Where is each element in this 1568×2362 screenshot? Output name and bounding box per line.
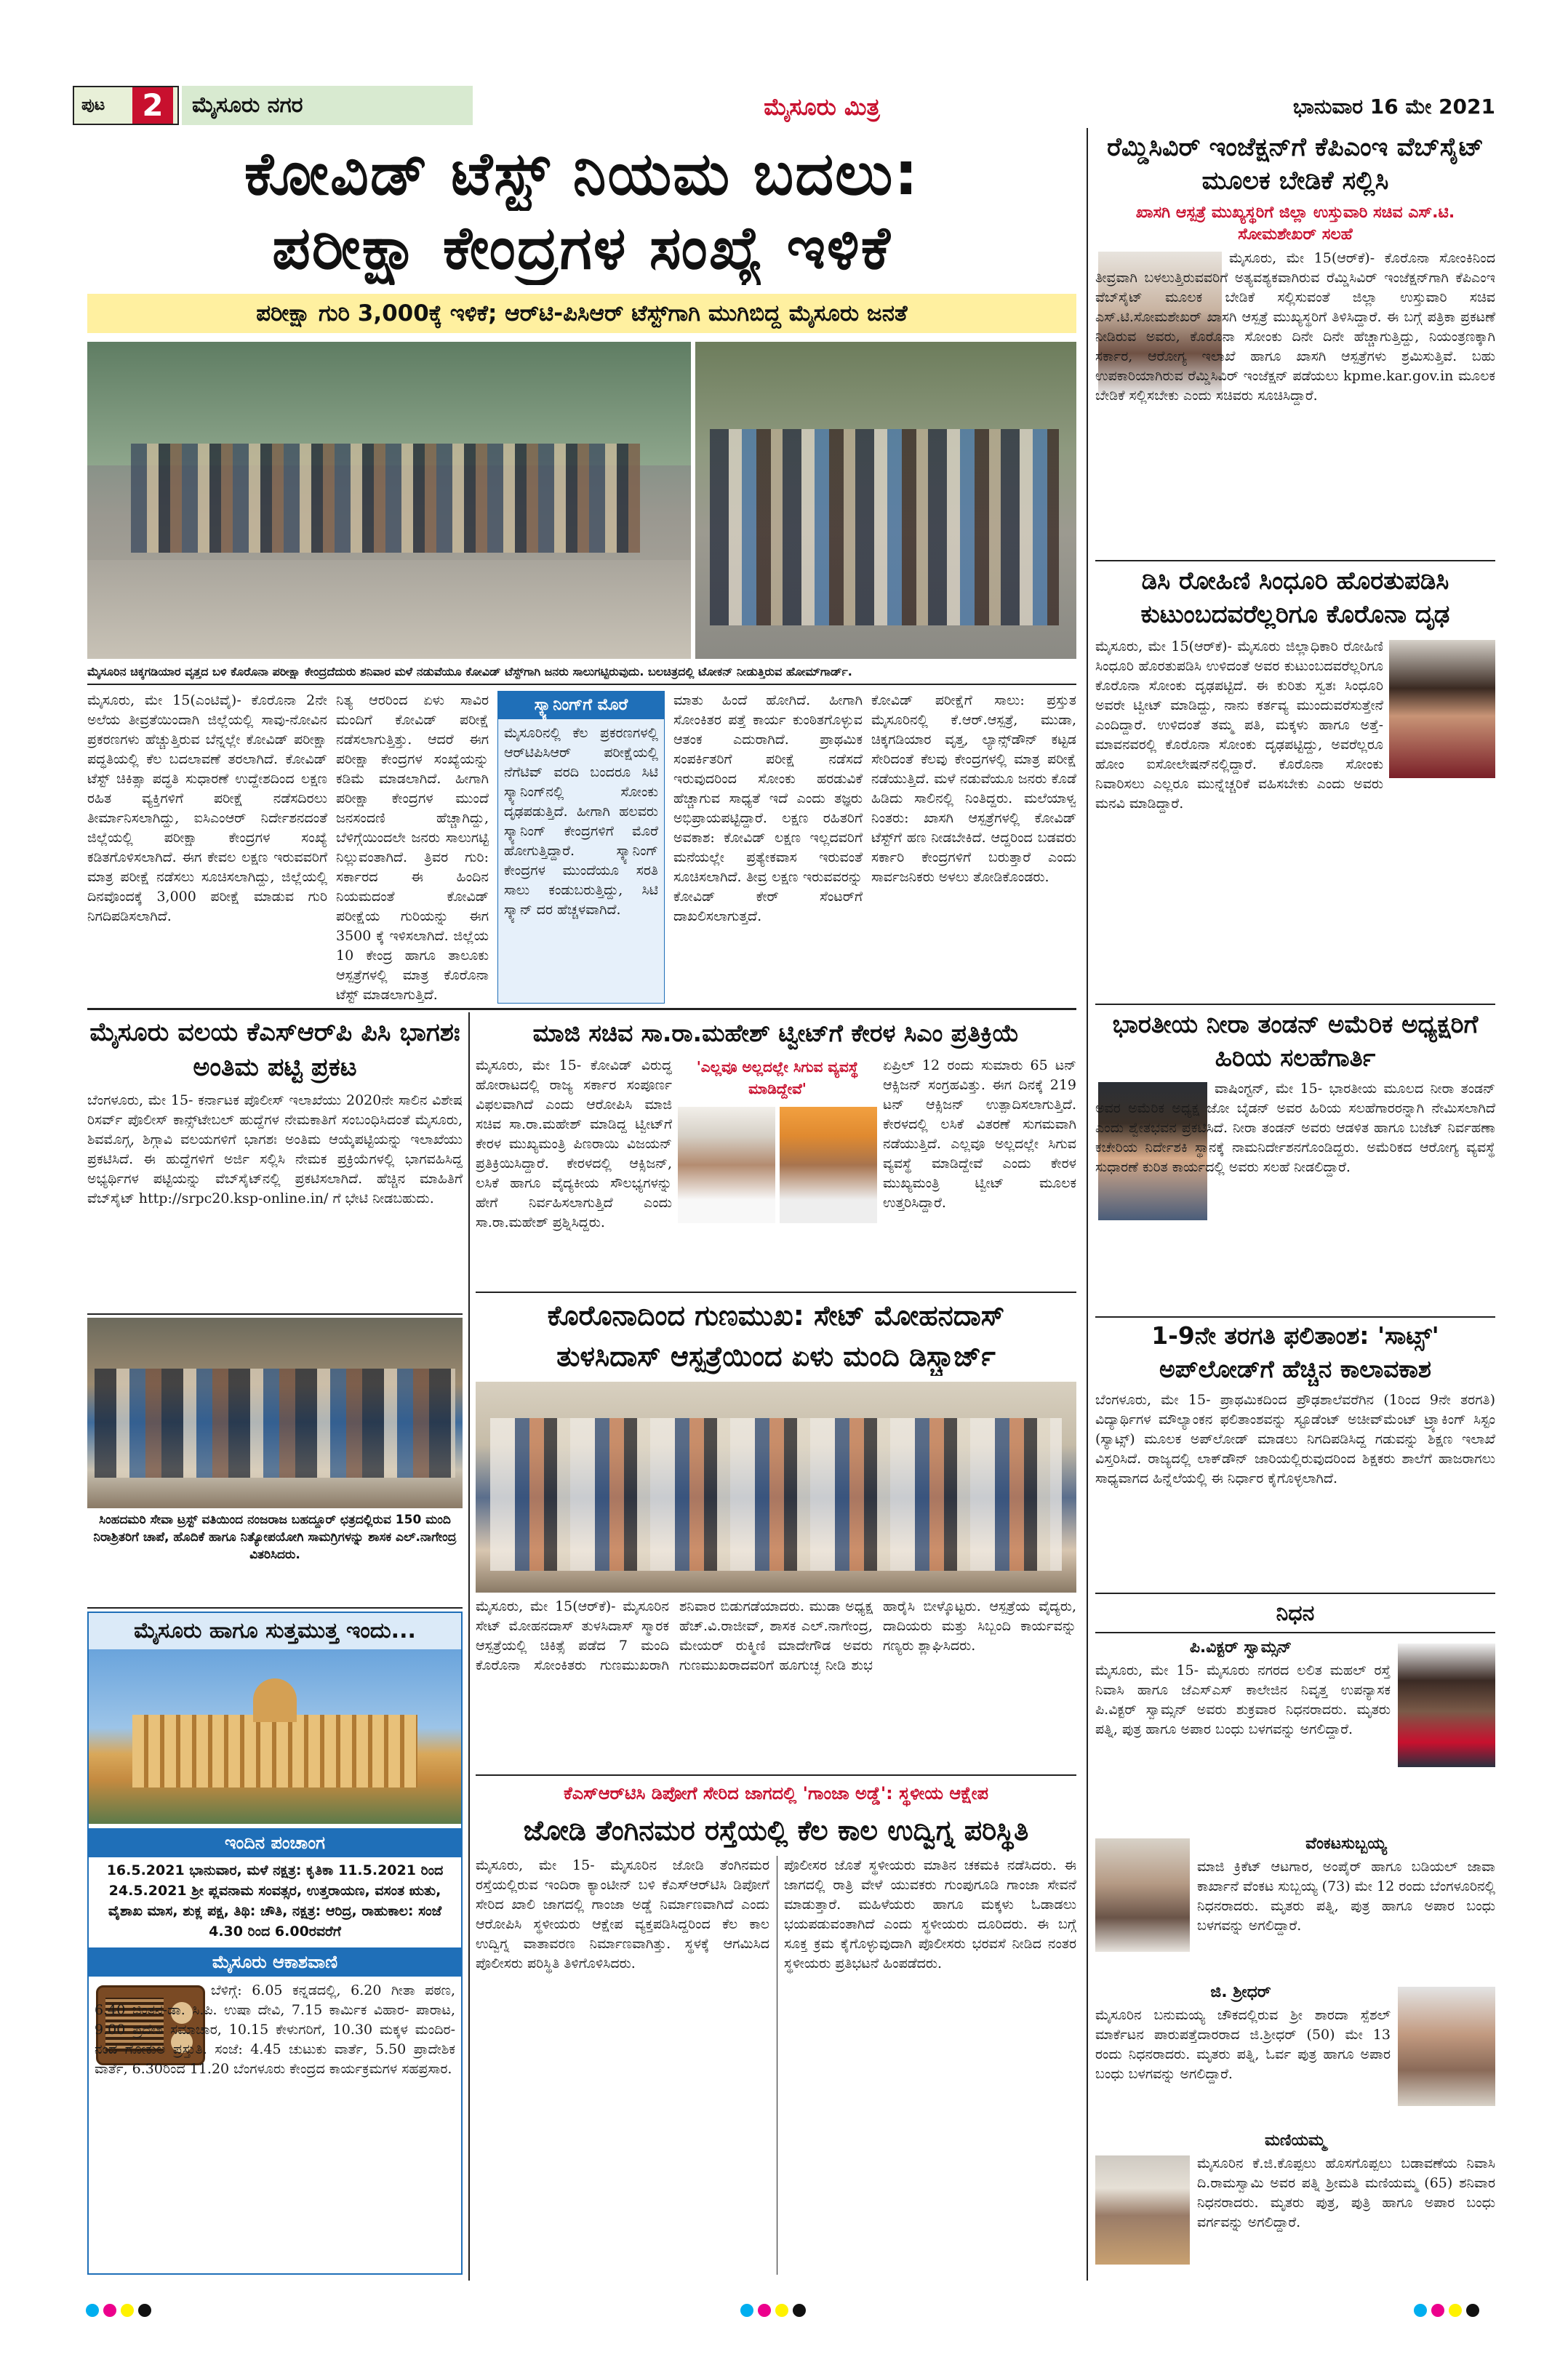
trust-photo-caption: ಸಿಂಹದಮರಿ ಸೇವಾ ಟ್ರಸ್ಟ್ ವತಿಯಿಂದ ನಂಜರಾಜ ಬಹದ್ದೂರ್ ಛತ್ರದಲ್ಲಿರುವ 150 ಮಂದಿ ನಿರಾಶ್ರಿತರಿಗೆ ಚಾಪೆ, ಹೊದಿಕೆ ಹಾಗೂ ನಿತ್ಯೋಪಯೋಗಿ ಸಾಮಗ್ರಿಗಳನ್ನು ಶಾಸಕ ಎಲ್.ನಾಗೇಂದ್ರ ವಿತರಿಸಿದರು. (93, 1513, 457, 1562)
registration-dot (1414, 2304, 1427, 2317)
ganja-text-right: ಪೊಲೀಸರ ಜೊತೆ ಸ್ಥಳೀಯರು ಮಾತಿನ ಚಕಮಕಿ ನಡೆಸಿದರು. ಈ ಜಾಗದಲ್ಲಿ ರಾತ್ರಿ ವೇಳೆ ಯುವಕರು ಗುಂಪುಗೂಡಿ ಗಾಂಜಾ ಸೇವನೆ ಮಾಡುತ್ತಾರೆ. ಮಹಿಳೆಯರು ಹಾಗೂ ಮಕ್ಕಳು ಓಡಾಡಲು ಭಯಪಡುವಂತಾಗಿದೆ ಎಂದು ಸ್ಥಳೀಯರು ದೂರಿದರು. ಈ ಬಗ್ಗೆ ಸೂಕ್ತ ಕ್ರಮ ಕೈಗೊಳ್ಳುವುದಾಗಿ ಪೊಲೀಸರು ಭರವಸೆ ನೀಡಿದ ನಂತರ ಸ್ಥಳೀಯರು ಪ್ರತಿಭಟನೆ ಹಿಂಪಡೆದರು. (784, 1857, 1076, 1971)
divider (87, 1008, 1076, 1010)
divider (1095, 1316, 1495, 1318)
ganja-headline: ಜೋಡಿ ತೆಂಗಿನಮರ ರಸ್ತೆಯಲ್ಲಿ ಕೆಲ ಕಾಲ ಉದ್ವಿಗ್ನ ಪರಿಸ್ಥಿತಿ (523, 1814, 1029, 1846)
pinarayi-photo (678, 1107, 775, 1223)
obituary-section-title: ನಿಧನ (1276, 1601, 1315, 1626)
lead-column-3: ಮಾತು ಹಿಂದೆ ಹೋಗಿದೆ. ಹೀಗಾಗಿ ಸೋಂಕಿತರ ಪತ್ತೆ ಕಾರ್ಯ ಕುಂಠಿತಗೊಳ್ಳುವ ಆತಂಕ ಎದುರಾಗಿದೆ. ಪ್ರಾಥಮಿಕ ಸಂಪರ್ಕಿತರಿಗೆ ಪರೀಕ್ಷೆ ನಡೆಸದೆ ಇರುವುದರಿಂದ ಸೋಂಕು ಹರಡುವಿಕೆ ಹೆಚ್ಚಾಗುವ ಸಾಧ್ಯತೆ ಇದೆ ಎಂದು ತಜ್ಞರು ಅಭಿಪ್ರಾಯಪಟ್ಟಿದ್ದಾರೆ. ಲಕ್ಷಣ ರಹಿತರಿಗೆ ಅವಕಾಶ: ಕೋವಿಡ್ ಲಕ್ಷಣ ಇಲ್ಲದವರಿಗೆ ಮನೆಯಲ್ಲೇ ಪ್ರತ್ಯೇಕವಾಸ ಇರುವಂತೆ ಸೂಚಿಸಲಾಗಿದೆ. ತೀವ್ರ ಲಕ್ಷಣ ಇರುವವರನ್ನು ಕೋವಿಡ್ ಕೇರ್ ಸೆಂಟರ್‌ಗೆ ದಾಖಲಿಸಲಾಗುತ್ತದೆ. (673, 692, 863, 924)
discharge-headline-2: ತುಳಸಿದಾಸ್ ಆಸ್ಪತ್ರೆಯಿಂದ ಏಳು ಮಂದಿ ಡಿಸ್ಚಾರ್ಜ್ (556, 1340, 996, 1372)
masthead: ಮೈಸೂರು ಮಿತ್ರ (764, 93, 880, 121)
divider (468, 1012, 470, 2281)
registration-dot (1449, 2304, 1462, 2317)
registration-dot (86, 2304, 99, 2317)
obituary-name: ಪಿ.ವಿಕ್ಟರ್ ಸ್ವಾಮ್ಸನ್ (1189, 1638, 1292, 1657)
obituary-name: ವೆಂಕಟಸುಬ್ಬಯ್ಯ (1305, 1835, 1387, 1853)
obituary-text: ಮಾಜಿ ಕ್ರಿಕೆಟ್ ಆಟಗಾರ, ಅಂಪೈರ್ ಹಾಗೂ ಬಡಿಯಲ್ ಜಾವಾ ಕಾರ್ಖಾನೆ ವೆಂಕಟ ಸುಬ್ಬಯ್ಯ (73) ಮೇ 12 ರಂದು ಬೆಂಗಳೂರಿನಲ್ಲಿ ನಿಧನರಾದರು. ಮೃತರು ಪತ್ನಿ, ಪುತ್ರ ಹಾಗೂ ಅಪಾರ ಬಂಧು ಬಳಗವನ್ನು ಅಗಲಿದ್ದಾರೆ. (1197, 1859, 1495, 1934)
divider (1095, 560, 1495, 561)
lead-subhead: ಪರೀಕ್ಷಾ ಗುರಿ 3,000ಕ್ಕೆ ಇಳಿಕೆ; ಆರ್‌ಟಿ-ಪಿಸಿಆರ್ ಟೆಸ್ಟ್‌ಗಾಗಿ ಮುಗಿಬಿದ್ದ ಮೈಸೂರು ಜನತೆ (87, 294, 1076, 333)
obituary-photo (1398, 1644, 1495, 1767)
obituary-item (1095, 1636, 1495, 1830)
lead-column-4: ಕೋವಿಡ್ ಪರೀಕ್ಷೆಗೆ ಸಾಲು: ಪ್ರಸ್ತುತ ಮೈಸೂರಿನಲ್ಲಿ ಕೆ.ಆರ್.ಆಸ್ಪತ್ರೆ, ಮುಡಾ, ಚಿಕ್ಕಗಡಿಯಾರ ವೃತ್ತ, ಲ್ಯಾನ್ಸ್‌ಡೌನ್ ಕಟ್ಟಡ ಸೇರಿದಂತೆ ಕೆಲವು ಕೇಂದ್ರಗಳಲ್ಲಿ ಮಾತ್ರ ಪರೀಕ್ಷೆ ನಡೆಯುತ್ತಿದೆ. ಮಳೆ ನಡುವೆಯೂ ಜನರು ಕೊಡೆ ಹಿಡಿದು ಸಾಲಿನಲ್ಲಿ ನಿಂತಿದ್ದರು. ಮಲೆಯಾಳ್ವ ನಿಂತರು: ಖಾಸಗಿ ಆಸ್ಪತ್ರೆಗಳಲ್ಲಿ ಕೋವಿಡ್ ಟೆಸ್ಟ್‌ಗೆ ಹಣ ನೀಡಬೇಕಿದೆ. ಆದ್ದರಿಂದ ಬಡವರು ಸರ್ಕಾರಿ ಕೇಂದ್ರಗಳಿಗೆ ಬರುತ್ತಾರೆ ಎಂದು ಸಾರ್ವಜನಿಕರು ಅಳಲು ತೋಡಿಕೊಂಡರು. (871, 692, 1076, 885)
obituary-photo (1095, 1838, 1190, 1952)
divider (87, 684, 1076, 685)
dc-photo (1389, 640, 1495, 778)
discharge-headline-1: ಕೊರೊನಾದಿಂದ ಗುಣಮುಖ: ಸೇಟ್ ಮೋಹನದಾಸ್ (547, 1300, 1005, 1332)
obituary-item (1095, 1833, 1495, 1978)
neera-headline: ಭಾರತೀಯ ನೀರಾ ತಂಡನ್ ಅಮೆರಿಕ ಅಧ್ಯಕ್ಷರಿಗೆ ಹಿರಿಯ ಸಲಹೆಗಾರ್ತಿ (1112, 1010, 1479, 1073)
registration-dot (740, 2304, 753, 2317)
obituary-name: ಜಿ. ಶ್ರೀಧರ್ (1210, 1983, 1271, 2001)
dc-headline: ಡಿಸಿ ರೋಹಿಣಿ ಸಿಂಧೂರಿ ಹೊರತುಪಡಿಸಿ ಕುಟುಂಬದವರೆಲ್ಲರಿಗೂ ಕೊರೊನಾ ದೃಢ (1140, 567, 1450, 629)
panchang-title: ಇಂದಿನ ಪಂಚಾಂಗ (89, 1828, 461, 1857)
registration-dot (121, 2304, 134, 2317)
scanning-box-title: ಸ್ಕ್ಯಾನಿಂಗ್‌ಗೆ ಮೊರೆ (498, 692, 664, 719)
lead-photo-queue-left (87, 342, 691, 659)
page-label: ಪುಟ (81, 96, 105, 114)
obituary-photo (1398, 1987, 1495, 2106)
dc-text: ಮೈಸೂರು, ಮೇ 15(ಆರ್‌ಕೆ)- ಮೈಸೂರು ಜಿಲ್ಲಾಧಿಕಾರಿ ರೋಹಿಣಿ ಸಿಂಧೂರಿ ಹೊರತುಪಡಿಸಿ ಉಳಿದಂತೆ ಅವರ ಕುಟುಂಬದವರೆಲ್ಲರಿಗೂ ಕೊರೊನಾ ಸೋಂಕು ದೃಢಪಟ್ಟಿದೆ. ಈ ಕುರಿತು ಸ್ವತಃ ಸಿಂಧೂರಿ ಅವರೇ ಟ್ವೀಟ್ ಮಾಡಿದ್ದು, ನಾನು ಕರ್ತವ್ಯ ಮುಂದುವರೆಸುತ್ತೇನೆ ಎಂದಿದ್ದಾರೆ. ಉಳಿದಂತೆ ತಮ್ಮ ಪತಿ, ಮಕ್ಕಳು ಹಾಗೂ ಅತ್ತೆ-ಮಾವನವರಲ್ಲಿ ಕೊರೊನಾ ಸೋಂಕು ದೃಢಪಟ್ಟಿದ್ದು, ಅವರೆಲ್ಲರೂ ಹೋಂ ಐಸೋಲೇಷನ್‌ನಲ್ಲಿದ್ದಾರೆ. ಕೊರೊನಾ ಸೋಂಕು ನಿವಾರಿಸಲು ಎಲ್ಲರೂ ಮುನ್ನೆಚ್ಚರಿಕೆ ವಹಿಸಬೇಕು ಎಂದು ಅವರು ಮನವಿ ಮಾಡಿದ್ದಾರೆ. (1095, 638, 1383, 812)
obituary-item (1095, 1981, 1495, 2126)
registration-dot (793, 2304, 806, 2317)
divider (1095, 1632, 1495, 1633)
neera-text: ವಾಷಿಂಗ್ಟನ್, ಮೇ 15- ಭಾರತೀಯ ಮೂಲದ ನೀರಾ ತಂಡನ್ ಅವರ ಅಮೆರಿಕ ಅಧ್ಯಕ್ಷ ಜೋ ಬೈಡನ್ ಅವರ ಹಿರಿಯ ಸಲಹೆಗಾರರನ್ನಾಗಿ ನೇಮಿಸಲಾಗಿದೆ ಎಂದು ಶ್ವೇತಭವನ ಪ್ರಕಟಿಸಿದೆ. ನೀರಾ ತಂಡನ್ ಅವರು ಆಡಳಿತ ಹಾಗೂ ಬಜೆಟ್ ನಿರ್ವಹಣಾ ಕಚೇರಿಯ ನಿರ್ದೇಶಕಿ ಸ್ಥಾನಕ್ಕೆ ನಾಮನಿರ್ದೇಶನಗೊಂಡಿದ್ದರು. ಅಮೆರಿಕದ ಆರೋಗ್ಯ ವ್ಯವಸ್ಥೆ ಸುಧಾರಣೆ ಕುರಿತ ಕಾರ್ಯದಲ್ಲಿ ಅವರು ಸಲಹೆ ನೀಡಲಿದ್ದಾರೆ. (1095, 1081, 1495, 1175)
kerala-quote: 'ಎಲ್ಲವೂ ಅಲ್ಲದಲ್ಲೇ ಸಿಗುವ ವ್ಯವಸ್ಥೆ ಮಾಡಿದ್ದೇವೆ' (696, 1058, 859, 1097)
discharge-photo (476, 1382, 1076, 1593)
registration-dot (138, 2304, 151, 2317)
lead-column-1: ಮೈಸೂರು, ಮೇ 15(ಎಂಟಿವೈ)- ಕೊರೊನಾ 2ನೇ ಅಲೆಯ ತೀವ್ರತೆಯಿಂದಾಗಿ ಜಿಲ್ಲೆಯಲ್ಲಿ ಸಾವು-ನೋವಿನ ಪ್ರಕರಣಗಳು ಹೆಚ್ಚುತ್ತಿರುವ ಬೆನ್ನಲ್ಲೇ ಕೋವಿಡ್ ಪರೀಕ್ಷಾ ಪದ್ಧತಿಯಲ್ಲಿ ಕೆಲ ಬದಲಾವಣೆ ತರಲಾಗಿದೆ. ಕೋವಿಡ್ ಟೆಸ್ಟ್ ಚಿಕಿತ್ಸಾ ಪದ್ಧತಿ ಸುಧಾರಣೆ ಉದ್ದೇಶದಿಂದ ಲಕ್ಷಣ ರಹಿತ ವ್ಯಕ್ತಿಗಳಿಗೆ ಪರೀಕ್ಷೆ ನಡೆಸದಿರಲು ತೀರ್ಮಾನಿಸಲಾಗಿದ್ದು, ಐಸಿಎಂಆರ್ ನಿರ್ದೇಶನದಂತೆ ಜಿಲ್ಲೆಯಲ್ಲಿ ಪರೀಕ್ಷಾ ಕೇಂದ್ರಗಳ ಸಂಖ್ಯೆ ಕಡಿತಗೊಳಿಸಲಾಗಿದೆ. ಈಗ ಕೇವಲ ಲಕ್ಷಣ ಇರುವವರಿಗೆ ಮಾತ್ರ ಪರೀಕ್ಷೆ ನಡೆಸಲು ಸೂಚಿಸಲಾಗಿದ್ದು, ಜಿಲ್ಲೆಯಲ್ಲಿ ದಿನವೊಂದಕ್ಕೆ 3,000 ಪರೀಕ್ಷೆ ಮಾಡುವ ಗುರಿ ನಿಗದಿಪಡಿಸಲಾಗಿದೆ. (87, 692, 327, 924)
lead-photo-queue-right (695, 342, 1076, 659)
sa-ra-mahesh-photo (780, 1107, 877, 1223)
obituary-name: ಮಣಿಯಮ್ಮ (1265, 2131, 1326, 2150)
kerala-text-left: ಮೈಸೂರು, ಮೇ 15- ಕೋವಿಡ್ ವಿರುದ್ಧ ಹೋರಾಟದಲ್ಲಿ ರಾಜ್ಯ ಸರ್ಕಾರ ಸಂಪೂರ್ಣ ವಿಫಲವಾಗಿದೆ ಎಂದು ಆರೋಪಿಸಿ ಮಾಜಿ ಸಚಿವ ಸಾ.ರಾ.ಮಹೇಶ್ ಮಾಡಿದ್ದ ಟ್ವೀಟ್‌ಗೆ ಕೇರಳ ಮುಖ್ಯಮಂತ್ರಿ ಪಿಣರಾಯಿ ವಿಜಯನ್ ಪ್ರತಿಕ್ರಿಯಿಸಿದ್ದಾರೆ. ಕೇರಳದಲ್ಲಿ ಆಕ್ಸಿಜನ್, ಲಸಿಕೆ ಹಾಗೂ ವೈದ್ಯಕೀಯ ಸೌಲಭ್ಯಗಳನ್ನು ಹೇಗೆ ನಿರ್ವಹಿಸಲಾಗುತ್ತಿದೆ ಎಂದು ಸಾ.ರಾ.ಮಹೇಶ್ ಪ್ರಶ್ನಿಸಿದ್ದರು. (476, 1057, 672, 1230)
page-number: 2 (132, 87, 173, 124)
divider (476, 1774, 1076, 1776)
scanning-box (497, 691, 665, 1004)
discharge-text: ಮೈಸೂರು, ಮೇ 15(ಆರ್‌ಕೆ)- ಮೈಸೂರಿನ ಸೇಟ್ ಮೋಹನದಾಸ್ ತುಳಸಿದಾಸ್ ಸ್ಮಾರಕ ಆಸ್ಪತ್ರೆಯಲ್ಲಿ ಚಿಕಿತ್ಸೆ ಪಡೆದ 7 ಮಂದಿ ಕೊರೊನಾ ಸೋಂಕಿತರು ಗುಣಮುಖರಾಗಿ ಶನಿವಾರ ಬಿಡುಗಡೆಯಾದರು. ಮುಡಾ ಅಧ್ಯಕ್ಷ ಹೆಚ್.ವಿ.ರಾಜೀವ್, ಶಾಸಕ ಎಲ್.ನಾಗೇಂದ್ರ, ಮೇಯರ್ ರುಕ್ಮಿಣಿ ಮಾದೇಗೌಡ ಅವರು ಗುಣಮುಖರಾದವರಿಗೆ ಹೂಗುಚ್ಛ ನೀಡಿ ಶುಭ ಹಾರೈಸಿ ಬೀಳ್ಕೊಟ್ಟರು. ಆಸ್ಪತ್ರೆಯ ವೈದ್ಯರು, ದಾದಿಯರು ಮತ್ತು ಸಿಬ್ಬಂದಿ ಕಾರ್ಯವನ್ನು ಗಣ್ಯರು ಶ್ಲಾಘಿಸಿದರು. (476, 1598, 1076, 1673)
registration-dot (758, 2304, 771, 2317)
scanning-box-text: ಮೈಸೂರಿನಲ್ಲಿ ಕೆಲ ಪ್ರಕರಣಗಳಲ್ಲಿ ಆರ್‌ಟಿಪಿಸಿಆರ್ ಪರೀಕ್ಷೆಯಲ್ಲಿ ನೆಗೆಟಿವ್ ವರದಿ ಬಂದರೂ ಸಿಟಿ ಸ್ಕ್ಯಾನಿಂಗ್‌ನಲ್ಲಿ ಸೋಂಕು ದೃಢಪಡುತ್ತಿದೆ. ಹೀಗಾಗಿ ಹಲವರು ಸ್ಕ್ಯಾನಿಂಗ್ ಕೇಂದ್ರಗಳಿಗೆ ಮೊರೆ ಹೋಗುತ್ತಿದ್ದಾರೆ. ಸ್ಕ್ಯಾನಿಂಗ್ ಕೇಂದ್ರಗಳ ಮುಂದೆಯೂ ಸರತಿ ಸಾಲು ಕಂಡುಬರುತ್ತಿದ್ದು, ಸಿಟಿ ಸ್ಕ್ಯಾನ್ ದರ ಹೆಚ್ಚಳವಾಗಿದೆ. (504, 725, 658, 918)
ksrp-text: ಬೆಂಗಳೂರು, ಮೇ 15- ಕರ್ನಾಟಕ ಪೊಲೀಸ್ ಇಲಾಖೆಯು 2020ನೇ ಸಾಲಿನ ವಿಶೇಷ ರಿಸರ್ವ್ ಪೊಲೀಸ್ ಕಾನ್ಸ್‌ಟೇಬಲ್ ಹುದ್ದೆಗಳ ನೇಮಕಾತಿಗೆ ಸಂಬಂಧಿಸಿದಂತೆ ಮೈಸೂರು, ಶಿವಮೊಗ್ಗ, ಶಿಗ್ಗಾವಿ ವಲಯಗಳಿಗೆ ಭಾಗಶಃ ಅಂತಿಮ ಆಯ್ಕೆಪಟ್ಟಿಯನ್ನು ಇಲಾಖೆಯು ಪ್ರಕಟಿಸಿದೆ. ಈ ಹುದ್ದೆಗಳಿಗೆ ಅರ್ಜಿ ಸಲ್ಲಿಸಿ ನೇಮಕ ಪ್ರಕ್ರಿಯೆಗಳಲ್ಲಿ ಭಾಗವಹಿಸಿದ್ದ ಅಭ್ಯರ್ಥಿಗಳ ಪಟ್ಟಿಯನ್ನು ವೆಬ್‌ಸೈಟ್‌ನಲ್ಲಿ ಪ್ರಕಟಿಸಲಾಗಿದೆ. ಹೆಚ್ಚಿನ ಮಾಹಿತಿಗೆ ವೆಬ್‌ಸೈಟ್ http://srpc20.ksp-online.in/ ಗೆ ಭೇಟಿ ನೀಡಬಹುದು. (87, 1092, 463, 1206)
divider (1095, 1004, 1495, 1005)
registration-dot (775, 2304, 788, 2317)
lead-column-2: ನಿತ್ಯ ಆರರಿಂದ ಏಳು ಸಾವಿರ ಮಂದಿಗೆ ಕೋವಿಡ್ ಪರೀಕ್ಷೆ ನಡೆಸಲಾಗುತ್ತಿತ್ತು. ಆದರೆ ಈಗ ಪರೀಕ್ಷಾ ಕೇಂದ್ರಗಳ ಸಂಖ್ಯೆಯನ್ನು ಕಡಿಮೆ ಮಾಡಲಾಗಿದೆ. ಹೀಗಾಗಿ ಪರೀಕ್ಷಾ ಕೇಂದ್ರಗಳ ಮುಂದೆ ಜನಸಂದಣಿ ಹೆಚ್ಚಾಗಿದ್ದು, ಬೆಳಿಗ್ಗೆಯಿಂದಲೇ ಜನರು ಸಾಲುಗಟ್ಟಿ ನಿಲ್ಲುವಂತಾಗಿದೆ. ತ್ರಿವರ ಗುರಿ: ಸರ್ಕಾರದ ಈ ಹಿಂದಿನ ನಿಯಮದಂತೆ ಕೋವಿಡ್ ಪರೀಕ್ಷೆಯ ಗುರಿಯನ್ನು ಈಗ 3500 ಕ್ಕೆ ಇಳಿಸಲಾಗಿದೆ. ಜಿಲ್ಲೆಯ 10 ಕೇಂದ್ರ ಹಾಗೂ ತಾಲೂಕು ಆಸ್ಪತ್ರೆಗಳಲ್ಲಿ ಮಾತ್ರ ಕೊರೊನಾ ಟೆಸ್ಟ್ ಮಾಡಲಾಗುತ್ತಿದೆ. (336, 692, 489, 1003)
divider (87, 1313, 463, 1315)
registration-dot (1466, 2304, 1479, 2317)
remdesivir-headline: ರೆಮ್ಡಿಸಿವಿರ್ ಇಂಜೆಕ್ಷನ್‌ಗೆ ಕೆಪಿಎಂಇ ವೆಬ್‌ಸೈಟ್ ಮೂಲಕ ಬೇಡಿಕೆ ಸಲ್ಲಿಸಿ (1107, 133, 1484, 196)
divider (1095, 1593, 1495, 1594)
obituary-photo (1095, 2155, 1190, 2265)
radio-title: ಮೈಸೂರು ಆಕಾಶವಾಣಿ (89, 1947, 461, 1977)
palace-photo (89, 1649, 461, 1824)
trust-distribution-photo (87, 1318, 463, 1508)
kerala-text-right: ಏಪ್ರಿಲ್ 12 ರಂದು ಸುಮಾರು 65 ಟನ್ ಆಕ್ಸಿಜನ್ ಸಂಗ್ರಹವಿತ್ತು. ಈಗ ದಿನಕ್ಕೆ 219 ಟನ್ ಆಕ್ಸಿಜನ್ ಉತ್ಪಾದಿಸಲಾಗುತ್ತಿದೆ. ಕೇರಳದಲ್ಲಿ ಲಸಿಕೆ ವಿತರಣೆ ಸುಗಮವಾಗಿ ನಡೆಯುತ್ತಿದೆ. ಎಲ್ಲವೂ ಅಲ್ಲದಲ್ಲೇ ಸಿಗುವ ವ್ಯವಸ್ಥೆ ಮಾಡಿದ್ದೇವೆ ಎಂದು ಕೇರಳ ಮುಖ್ಯಮಂತ್ರಿ ಟ್ವೀಟ್ ಮೂಲಕ ಉತ್ತರಿಸಿದ್ದಾರೆ. (883, 1057, 1076, 1211)
ganja-text-left: ಮೈಸೂರು, ಮೇ 15- ಮೈಸೂರಿನ ಜೋಡಿ ತೆಂಗಿನಮರ ರಸ್ತೆಯಲ್ಲಿರುವ ಇಂದಿರಾ ಕ್ಯಾಂಟೀನ್ ಬಳಿ ಕೆಎಸ್‌ಆರ್‌ಟಿಸಿ ಡಿಪೋಗೆ ಸೇರಿದ ಖಾಲಿ ಜಾಗದಲ್ಲಿ ಗಾಂಜಾ ಅಡ್ಡೆ ನಿರ್ಮಾಣವಾಗಿದೆ ಎಂದು ಆರೋಪಿಸಿ ಸ್ಥಳೀಯರು ಆಕ್ಷೇಪ ವ್ಯಕ್ತಪಡಿಸಿದ್ದರಿಂದ ಕೆಲ ಕಾಲ ಉದ್ವಿಗ್ನ ವಾತಾವರಣ ನಿರ್ಮಾಣವಾಗಿತ್ತು. ಸ್ಥಳಕ್ಕೆ ಆಗಮಿಸಿದ ಪೊಲೀಸರು ಪರಿಸ್ಥಿತಿ ತಿಳಿಗೊಳಿಸಿದರು. (476, 1857, 769, 1971)
divider (476, 1292, 1076, 1293)
obituary-text: ಮೈಸೂರು, ಮೇ 15- ಮೈಸೂರು ನಗರದ ಲಲಿತ ಮಹಲ್ ರಸ್ತೆ ನಿವಾಸಿ ಹಾಗೂ ಜೆಎಸ್ಎಸ್ ಕಾಲೇಜಿನ ನಿವೃತ್ತ ಉಪನ್ಯಾಸಕ ಪಿ.ವಿಕ್ಟರ್ ಸ್ವಾಮ್ಸನ್ ಅವರು ಶುಕ್ರವಾರ ನಿಧನರಾದರು. ಮೃತರು ಪತ್ನಿ, ಪುತ್ರ ಹಾಗೂ ಅಪಾರ ಬಂಧು ಬಳಗವನ್ನು ಅಗಲಿದ್ದಾರೆ. (1095, 1662, 1391, 1737)
divider (1087, 128, 1088, 2281)
issue-date: ಭಾನುವಾರ 16 ಮೇ 2021 (1292, 95, 1495, 119)
mysuru-today-box (87, 1612, 463, 2275)
kerala-headline: ಮಾಜಿ ಸಚಿವ ಸಾ.ರಾ.ಮಹೇಶ್ ಟ್ವೀಟ್‌ಗೆ ಕೇರಳ ಸಿಎಂ ಪ್ರತಿಕ್ರಿಯೆ (532, 1019, 1020, 1047)
page-number-box (73, 86, 179, 125)
section-name: ಮೈಸೂರು ನಗರ (182, 86, 473, 125)
mysuru-today-title: ಮೈಸೂರು ಹಾಗೂ ಸುತ್ತಮುತ್ತ ಇಂದು... (89, 1613, 461, 1649)
sats-headline: 1-9ನೇ ತರಗತಿ ಫಲಿತಾಂಶ: 'ಸಾಟ್ಸ್' ಅಪ್‌ಲೋಡ್‌ಗೆ ಹೆಚ್ಚಿನ ಕಾಲಾವಕಾಶ (1151, 1321, 1439, 1383)
registration-dot (1431, 2304, 1444, 2317)
page-header (73, 86, 1495, 128)
lead-headline-1: ಕೋವಿಡ್ ಟೆಸ್ಟ್ ನಿಯಮ ಬದಲು: (244, 140, 920, 209)
lead-headline-2: ಪರೀಕ್ಷಾ ಕೇಂದ್ರಗಳ ಸಂಖ್ಯೆ ಇಳಿಕೆ (272, 214, 892, 283)
panchang-text: 16.5.2021 ಭಾನುವಾರ, ಮಳೆ ನಕ್ಷತ್ರ: ಕೃತಿಕಾ 11.5.2021 ರಿಂದ 24.5.2021 ಶ್ರೀ ಪ್ಲವನಾಮ ಸಂವತ್ಸರ, ಉತ್ತರಾಯಣ, ವಸಂತ ಋತು, ವೈಶಾಖ ಮಾಸ, ಶುಕ್ಲ ಪಕ್ಷ, ತಿಥಿ: ಚೌತಿ, ನಕ್ಷತ್ರ: ಆರಿದ್ರ, ರಾಹುಕಾಲ: ಸಂಜೆ 4.30 ರಿಂದ 6.00ರವರೆಗೆ (106, 1862, 444, 1939)
ksrp-headline: ಮೈಸೂರು ವಲಯ ಕೆಎಸ್‌ಆರ್‌ಪಿ ಪಿಸಿ ಭಾಗಶಃ ಅಂತಿಮ ಪಟ್ಟಿ ಪ್ರಕಟ (89, 1018, 460, 1082)
registration-dot (103, 2304, 116, 2317)
obituary-text: ಮೈಸೂರಿನ ಬನುಮಯ್ಯ ಚೌಕದಲ್ಲಿರುವ ಶ್ರೀ ಶಾರದಾ ಸ್ಪೆಶಲ್ ಮಾರ್ಕೆಟನ ಪಾರುಪತ್ತೆದಾರರಾದ ಜಿ.ಶ್ರೀಧರ್ (50) ಮೇ 13 ರಂದು ನಿಧನರಾದರು. ಮೃತರು ಪತ್ನಿ, ಓರ್ವ ಪುತ್ರ ಹಾಗೂ ಅಪಾರ ಬಂಧು ಬಳಗವನ್ನು ಅಗಲಿದ್ದಾರೆ. (1095, 2007, 1391, 2082)
lead-photo-caption: ಮೈಸೂರಿನ ಚಿಕ್ಕಗಡಿಯಾರ ವೃತ್ತದ ಬಳಿ ಕೊರೊನಾ ಪರೀಕ್ಷಾ ಕೇಂದ್ರದೆದುರು ಶನಿವಾರ ಮಳೆ ನಡುವೆಯೂ ಕೋವಿಡ್ ಟೆಸ್ಟ್‌ಗಾಗಿ ಜನರು ಸಾಲುಗಟ್ಟಿರುವುದು. ಬಲಚಿತ್ರದಲ್ಲಿ ಟೋಕನ್ ನೀಡುತ್ತಿರುವ ಹೋಮ್‌ಗಾರ್ಡ್. (87, 665, 852, 678)
obituary-text: ಮೈಸೂರಿನ ಕೆ.ಜಿ.ಕೊಪ್ಪಲು ಹೊಸಗೊಪ್ಪಲು ಬಡಾವಣೆಯ ನಿವಾಸಿ ದಿ.ರಾಮಸ್ವಾಮಿ ಅವರ ಪತ್ನಿ ಶ್ರೀಮತಿ ಮಣಿಯಮ್ಮ (65) ಶನಿವಾರ ನಿಧನರಾದರು. ಮೃತರು ಪುತ್ರ, ಪುತ್ರಿ ಹಾಗೂ ಅಪಾರ ಬಂಧು ವರ್ಗವನ್ನು ಅಗಲಿದ್ದಾರೆ. (1197, 2155, 1495, 2230)
sats-text: ಬೆಂಗಳೂರು, ಮೇ 15- ಪ್ರಾಥಮಿಕದಿಂದ ಪ್ರೌಢಶಾಲೆವರೆಗಿನ (1ರಿಂದ 9ನೇ ತರಗತಿ) ವಿದ್ಯಾರ್ಥಿಗಳ ಮೌಲ್ಯಾಂಕನ ಫಲಿತಾಂಶವನ್ನು ಸ್ಟೂಡೆಂಟ್ ಅಚೀವ್‌ಮೆಂಟ್ ಟ್ರ್ಯಾಕಿಂಗ್ ಸಿಸ್ಟಂ (ಸ್ಯಾಟ್ಸ್) ಮೂಲಕ ಅಪ್‌ಲೋಡ್ ಮಾಡಲು ನಿಗದಿಪಡಿಸಿದ್ದ ಗಡುವನ್ನು ಶಿಕ್ಷಣ ಇಲಾಖೆ ವಿಸ್ತರಿಸಿದೆ. ರಾಜ್ಯದಲ್ಲಿ ಲಾಕ್‌ಡೌನ್ ಜಾರಿಯಲ್ಲಿರುವುದರಿಂದ ಶಿಕ್ಷಕರು ಶಾಲೆಗೆ ಹಾಜರಾಗಲು ಸಾಧ್ಯವಾಗದ ಹಿನ್ನೆಲೆಯಲ್ಲಿ ಈ ನಿರ್ಧಾರ ಕೈಗೊಳ್ಳಲಾಗಿದೆ. (1095, 1392, 1495, 1486)
remdesivir-text: ಮೈಸೂರು, ಮೇ 15(ಆರ್‌ಕೆ)- ಕೊರೊನಾ ಸೋಂಕಿನಿಂದ ತೀವ್ರವಾಗಿ ಬಳಲುತ್ತಿರುವವರಿಗೆ ಅತ್ಯವಶ್ಯಕವಾಗಿರುವ ರೆಮ್ಡಿಸಿವಿರ್ ಇಂಜೆಕ್ಷನ್‌ಗಾಗಿ ಕೆಪಿಎಂಇ ವೆಬ್‌ಸೈಟ್ ಮೂಲಕ ಬೇಡಿಕೆ ಸಲ್ಲಿಸುವಂತೆ ಜಿಲ್ಲಾ ಉಸ್ತುವಾರಿ ಸಚಿವ ಎಸ್.ಟಿ.ಸೋಮಶೇಖರ್ ಖಾಸಗಿ ಆಸ್ಪತ್ರೆ ಮುಖ್ಯಸ್ಥರಿಗೆ ತಿಳಿಸಿದ್ದಾರೆ. ಈ ಬಗ್ಗೆ ಪತ್ರಿಕಾ ಪ್ರಕಟಣೆ ನೀಡಿರುವ ಅವರು, ಕೊರೊನಾ ಸೋಂಕು ದಿನೇ ದಿನೇ ಹೆಚ್ಚಾಗುತ್ತಿದ್ದು, ನಿಯಂತ್ರಣಕ್ಕಾಗಿ ಸರ್ಕಾರ, ಆರೋಗ್ಯ ಇಲಾಖೆ ಹಾಗೂ ಖಾಸಗಿ ಆಸ್ಪತ್ರೆಗಳು ಶ್ರಮಿಸುತ್ತಿವೆ. ಬಹು ಉಪಕಾರಿಯಾಗಿರುವ ರೆಮ್ಡಿಸಿವಿರ್ ಇಂಜೆಕ್ಷನ್ ಪಡೆಯಲು kpme.kar.gov.in ಮೂಲಕ ಬೇಡಿಕೆ ಸಲ್ಲಿಸಬೇಕು ಎಂದು ಸಚಿವರು ಸೂಚಿಸಿದ್ದಾರೆ. (1095, 250, 1495, 404)
ganja-tag: ಕೆಎಸ್‌ಆರ್‌ಟಿಸಿ ಡಿಪೋಗೆ ಸೇರಿದ ಜಾಗದಲ್ಲಿ 'ಗಾಂಜಾ ಅಡ್ಡೆ': ಸ್ಥಳೀಯ ಆಕ್ಷೇಪ (564, 1783, 988, 1803)
remdesivir-subhead: ಖಾಸಗಿ ಆಸ್ಪತ್ರೆ ಮುಖ್ಯಸ್ಥರಿಗೆ ಜಿಲ್ಲಾ ಉಸ್ತುವಾರಿ ಸಚಿವ ಎಸ್.ಟಿ. ಸೋಮಶೇಖರ್ ಸಲಹೆ (1135, 204, 1455, 244)
radio-schedule-text: ಬೆಳಿಗ್ಗೆ: 6.05 ಕನ್ನಡದಲ್ಲಿ, 6.20 ಗೀತಾ ಪಠಣ, 6.40 ಚಿಂತನ-ಡಾ. ಸಿ.ಪಿ. ಉಷಾ ದೇವಿ, 7.15 ಕಾರ್ಮಿಕ ವಿಹಾರ- ಪಾರಾಟ, 9.00 ಪ್ರದೇಶ ಸಮಾಚಾರ, 10.15 ಕೇಳುಗರಿಗೆ, 10.30 ಮಕ್ಕಳ ಮಂದಿರ- ನಂದ ಗೋಕುಲ ಪ್ರಸ್ತುತಿ. ಸಂಜೆ: 4.45 ಚುಟುಕು ವಾರ್ತೆ, 5.50 ಪ್ರಾದೇಶಿಕ ವಾರ್ತೆ, 6.30ರಿಂದ 11.20 ಬೆಂಗಳೂರು ಕೇಂದ್ರದ ಕಾರ್ಯಕ್ರಮಗಳ ಸಹಪ್ರಸಾರ. (95, 1982, 455, 2077)
divider (87, 1607, 463, 1609)
obituary-item (1095, 2129, 1495, 2275)
